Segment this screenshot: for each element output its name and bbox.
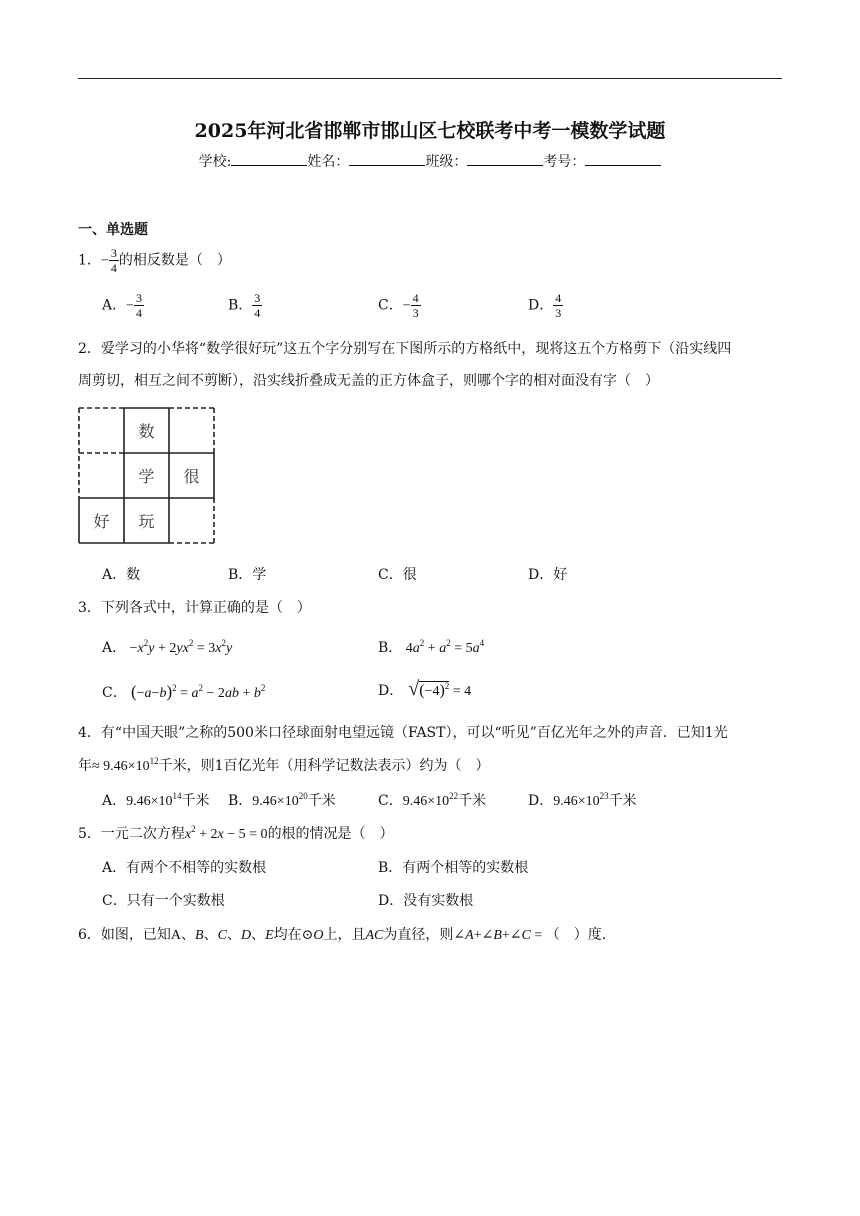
question-2-line-1: 2．爱学习的小华将“数学很好玩”这五个字分别写在下图所示的方格纸中，现将这五个方格剪下（沿实线四 — [78, 341, 732, 357]
question-6: 6．如图，已知A、B、C、D、E均在⊙O上，且AC为直径，则∠A+∠B+∠C = （ ）度． — [78, 927, 616, 943]
cell-wan: 玩 — [138, 512, 155, 531]
q2-option-a[interactable]: A．数 — [102, 567, 141, 583]
q5-option-b[interactable]: B．有两个相等的实数根 — [378, 860, 529, 876]
q4-option-a[interactable]: A．$9.46\times 10^{14}$千米 — [102, 791, 210, 809]
question-2-line-2: 周剪切，相互之间不剪断），沿实线折叠成无盖的正方体盒子，则哪个字的相对面没有字（ ） — [78, 373, 659, 389]
q3-option-a[interactable]: A． $-x^2y + 2yx^2 = 3x^2y$ — [102, 638, 233, 656]
question-4-line-1: 4．有“中国天眼”之称的500米口径球面射电望远镜（FAST），可以“听见”百亿光年之外的声音．已知1光 — [78, 725, 728, 741]
q1-option-b[interactable]: B． $\frac{3}{4}$ — [228, 291, 261, 320]
q5-option-c[interactable]: C．只有一个实数根 — [102, 893, 225, 909]
cell-xue: 学 — [138, 467, 155, 486]
school-label: 学校: — [198, 154, 232, 170]
name-label: 姓名： — [307, 154, 350, 170]
question-1 — [78, 247, 231, 274]
q1-option-c[interactable]: C．− $\frac{4}{3}$ — [378, 291, 419, 320]
page-title: 2025年河北省邯郸市邯山区七校联考中考一模数学试题 — [194, 120, 666, 142]
q1-option-a[interactable]: A．− $\frac{3}{4}$ — [102, 291, 143, 320]
cell-shu: 数 — [138, 422, 155, 441]
question-5: 5．一元二次方程$x^2 + 2x - 5 = 0$的根的情况是（ ） — [78, 824, 394, 842]
q5-option-a[interactable]: A．有两个不相等的实数根 — [102, 860, 267, 876]
q3-option-d[interactable]: D． $√(-4)^2 = 4$ — [378, 678, 472, 700]
id-field[interactable] — [585, 152, 661, 166]
q4-option-c[interactable]: C．$9.46\times 10^{22}$千米 — [378, 791, 487, 809]
id-label: 考号： — [543, 154, 586, 170]
name-field[interactable] — [349, 152, 425, 166]
fraction: $\frac{3}{4}$ — [110, 246, 117, 275]
minus-sign: − — [100, 253, 109, 269]
header-rule — [78, 78, 782, 79]
cube-net-figure — [79, 408, 214, 543]
q2-option-d[interactable]: D．好 — [528, 567, 568, 583]
q4-option-b[interactable]: B．$9.46\times 10^{20}$千米 — [228, 791, 336, 809]
q3-option-c[interactable]: C． $(-a-b)^2 = a^2 - 2ab + b^2$ — [102, 682, 266, 701]
class-field[interactable] — [467, 152, 543, 166]
cell-hao: 好 — [93, 512, 110, 531]
q4-option-d[interactable]: D．$9.46\times 10^{23}$千米 — [528, 791, 637, 809]
q5-option-d[interactable]: D．没有实数根 — [378, 893, 474, 909]
class-label: 班级： — [425, 154, 468, 170]
student-info-line — [0, 151, 860, 171]
q2-option-b[interactable]: B．学 — [228, 567, 267, 583]
q1-option-d[interactable]: D． $\frac{4}{3}$ — [528, 291, 562, 320]
question-text: 的相反数是（ ） — [118, 252, 231, 269]
school-field[interactable] — [231, 152, 307, 166]
question-4-line-2: 年≈ $9.46\times 10^{12}$千米，则1百亿光年（用科学记数法表示）约为（ ） — [78, 756, 490, 774]
q3-option-b[interactable]: B． $4a^2 + a^2 = 5a^4$ — [378, 638, 485, 656]
question-3: 3．下列各式中，计算正确的是（ ） — [78, 600, 311, 616]
section-title: 一、单选题 — [78, 222, 148, 238]
cell-hen: 很 — [183, 467, 200, 486]
question-number: 1． — [78, 252, 101, 269]
q2-option-c[interactable]: C．很 — [378, 567, 417, 583]
